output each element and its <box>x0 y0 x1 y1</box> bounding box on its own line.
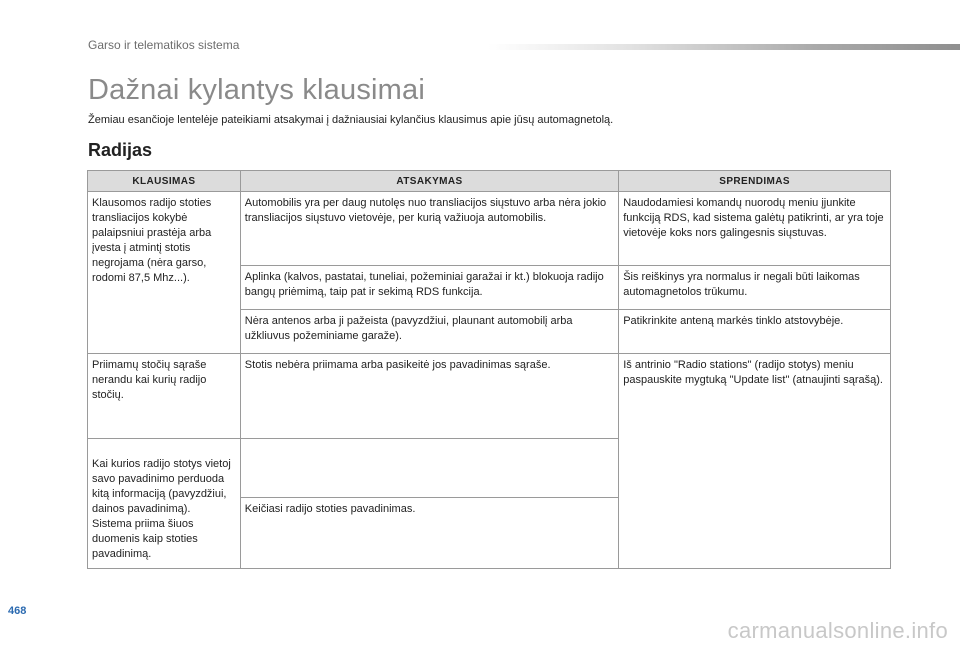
table-header-row <box>88 171 891 192</box>
table-row <box>88 192 891 266</box>
answer-cell: Automobilis yra per daug nutolęs nuo transliacijos siųstuvo arba nėra jokio transliacijos siųstuvo vietovėje, per kurią važiuoja automobilis. <box>240 192 618 266</box>
solution-cell: Patikrinkite anteną markės tinklo atstovybėje. <box>619 310 891 354</box>
running-header: Garso ir telematikos sistema <box>88 38 240 52</box>
section-title: Radijas <box>88 140 153 160</box>
table-row <box>88 354 891 439</box>
column-header-question: KLAUSIMAS <box>88 171 241 192</box>
solution-cell: Šis reiškinys yra normalus ir negali būti laikomas automagnetolos trūkumu. <box>619 266 891 310</box>
answer-cell: Nėra antenos arba ji pažeista (pavyzdžiui, plaunant automobilį arba užkliuvus požeminiame garaže). <box>240 310 618 354</box>
answer-line: Kai kurios radijo stotys vietoj savo pavadinimo perduoda kitą informaciją (pavyzdžiui, dainos pavadinimą). <box>92 458 231 515</box>
faq-table <box>87 170 891 569</box>
watermark-text: carmanualsonline.info <box>727 618 948 643</box>
solution-cell: Naudodamiesi komandų nuorodų meniu įjunkite funkciją RDS, kad sistema galėtų patikrinti, ar yra toje vietovėje koks nors galingesnis siųstuvas. <box>619 192 891 266</box>
question-cell: Klausomos radijo stoties transliacijos kokybė palaipsniui prastėja arba įvesta į atmintį stotis negrojama (nėra garso, rodomi 87,5 Mhz...). <box>88 192 241 354</box>
column-header-solution: SPRENDIMAS <box>619 171 891 192</box>
answer-cell: Aplinka (kalvos, pastatai, tuneliai, požeminiai garažai ir kt.) blokuoja radijo bangų priėmimą, taip pat ir sekimą RDS funkcija. <box>240 266 618 310</box>
column-header-answer: ATSAKYMAS <box>240 171 618 192</box>
intro-text: Žemiau esančioje lentelėje pateikiami atsakymai į dažniausiai kylančius klausimus apie jūsų automagnetolą. <box>88 114 614 126</box>
page-number: 468 <box>8 605 27 617</box>
header-gradient-bar <box>488 44 960 50</box>
solution-cell: Iš antrinio "Radio stations" (radijo stotys) meniu paspauskite mygtuką "Update list" (atnaujinti sąrašą). <box>619 354 891 569</box>
answer-cell: Stotis nebėra priimama arba pasikeitė jos pavadinimas sąraše. <box>240 354 618 439</box>
question-cell: Priimamų stočių sąraše nerandu kai kurių radijo stočių. <box>88 354 241 439</box>
question-cell: Keičiasi radijo stoties pavadinimas. <box>240 498 618 569</box>
answer-line: Sistema priima šiuos duomenis kaip stoties pavadinimą. <box>92 518 198 560</box>
page-title: Dažnai kylantys klausimai <box>88 74 426 106</box>
answer-cell <box>88 439 241 569</box>
